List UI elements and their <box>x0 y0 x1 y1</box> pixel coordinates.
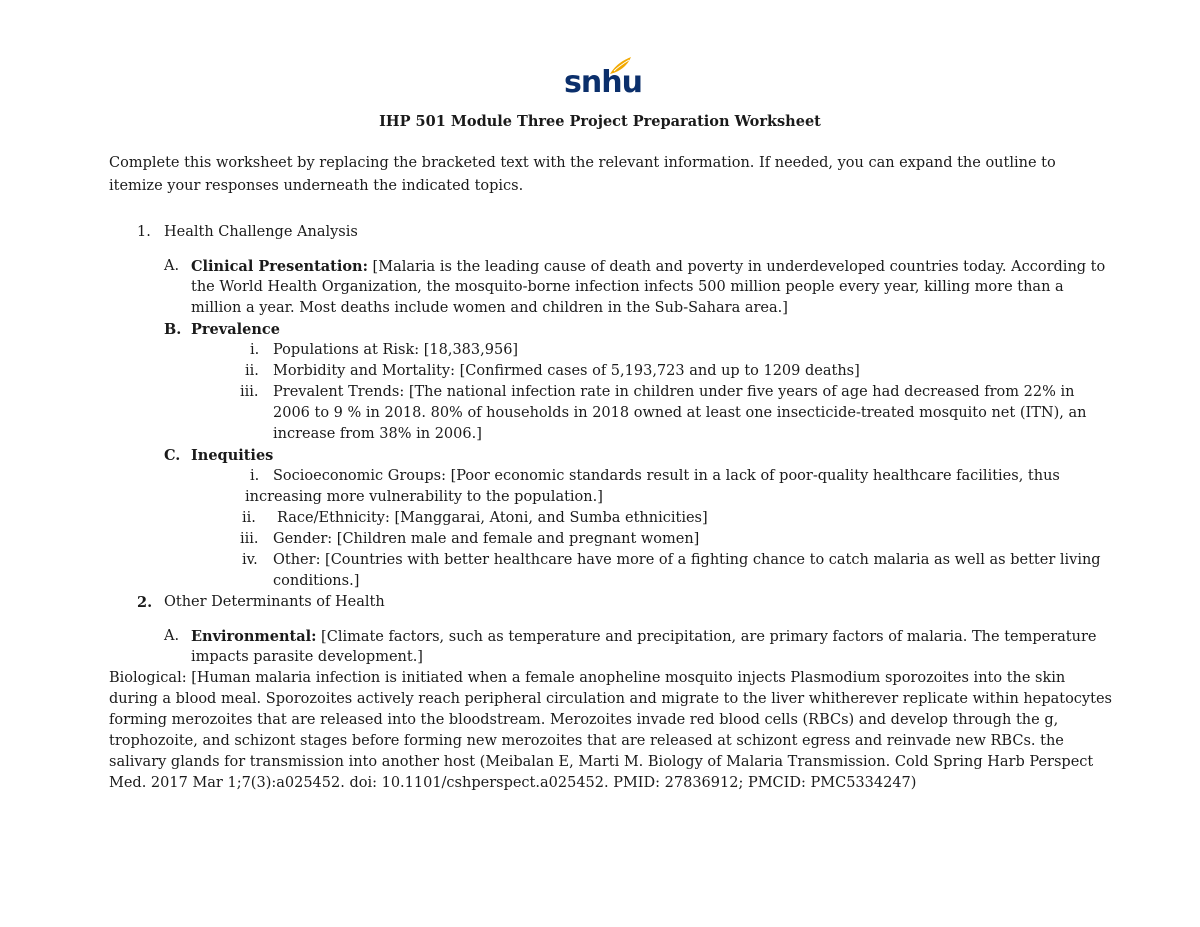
other-line-1: Other: [Countries with better healthcare have more of a fighting chance to catch malaria as well as better living <box>273 552 1101 568</box>
logo-wordmark: snhu <box>564 65 642 100</box>
socioeconomic-line-1: Socioeconomic Groups: [Poor economic standards result in a lack of poor-quality healthcare facilities, thus <box>273 468 1060 484</box>
populations-at-risk: Populations at Risk: [18,383,956] <box>273 342 519 358</box>
intro-line-1: Complete this worksheet by replacing the bracketed text with the relevant information. If needed, you can expand the outline to <box>109 155 1056 171</box>
intro-line-2: itemize your responses underneath the indicated topics. <box>109 178 524 194</box>
section-1-number: 1. <box>137 224 151 240</box>
other-line-2: conditions.] <box>273 573 360 589</box>
socioeconomic-line-2: increasing more vulnerability to the population.] <box>245 489 603 505</box>
page-title: IHP 501 Module Three Project Preparation Worksheet <box>379 113 821 130</box>
prevalence-i-marker: i. <box>250 342 260 358</box>
snhu-logo <box>564 56 642 102</box>
prevalence-iii-marker: iii. <box>240 384 259 400</box>
clinical-presentation-line-3: million a year. Most deaths include women and children in the Sub-Sahara area.] <box>191 300 788 316</box>
inequities-i-marker: i. <box>250 468 260 484</box>
biological-line-1: Biological: [Human malaria infection is initiated when a female anopheline mosquito injects Plasmodium sporozoites into the skin <box>109 670 1066 686</box>
prevalent-trends-line-2: 2006 to 9 % in 2018. 80% of households in 2018 owned at least one insecticide-treated mosquito net (ITN), an <box>273 405 1087 421</box>
section-2-label: Other Determinants of Health <box>164 594 385 610</box>
inequities-ii-marker: ii. <box>242 510 256 526</box>
environmental-line-2: impacts parasite development.] <box>191 649 423 665</box>
biological-line-2: during a blood meal. Sporozoites actively reach peripheral circulation and migrate to the liver whitherever replicate within hepatocytes <box>109 691 1112 707</box>
race-ethnicity: Race/Ethnicity: [Manggarai, Atoni, and Sumba ethnicities] <box>277 510 708 526</box>
gender: Gender: [Children male and female and pregnant women] <box>273 531 700 547</box>
environmental-text: [Climate factors, such as temperature and precipitation, are primary factors of malaria. The temperature <box>316 629 1097 645</box>
prevalence-heading: Prevalence <box>191 321 280 338</box>
prevalence-ii-marker: ii. <box>245 363 259 379</box>
inequities-iv-marker: iv. <box>242 552 258 568</box>
biological-line-3: forming merozoites that are released into the bloodstream. Merozoites invade red blood cells (RBCs) and develop through the g, <box>109 712 1059 728</box>
prevalent-trends-line-3: increase from 38% in 2006.] <box>273 426 482 442</box>
item-c-marker: C. <box>164 447 181 464</box>
item-a-marker: A. <box>164 258 180 274</box>
inequities-iii-marker: iii. <box>240 531 259 547</box>
biological-line-6: Med. 2017 Mar 1;7(3):a025452. doi: 10.1101/cshperspect.a025452. PMID: 27836912; PMCID: PMC5334247) <box>109 775 917 791</box>
section-2-item-a-marker: A. <box>164 628 180 644</box>
prevalent-trends-line-1: Prevalent Trends: [The national infection rate in children under five years of age had decreased from 22% in <box>273 384 1075 400</box>
section-1-label: Health Challenge Analysis <box>164 224 358 240</box>
clinical-presentation-line-1 <box>191 256 1105 278</box>
biological-line-5: salivary glands for transmission into another host (Meibalan E, Marti M. Biology of Malaria Transmission. Cold Spring Harb Perspect <box>109 754 1094 770</box>
environmental-line-1 <box>191 626 1096 648</box>
biological-line-4: trophozoite, and schizont stages before forming new merozoites that are released at schizont egress and reinvade new RBCs. the <box>109 733 1064 749</box>
clinical-presentation-heading: Clinical Presentation: <box>191 258 368 275</box>
clinical-presentation-text: [Malaria is the leading cause of death and poverty in underdeveloped countries today. According to <box>367 259 1106 275</box>
item-b-marker: B. <box>164 321 182 338</box>
clinical-presentation-line-2: the World Health Organization, the mosquito-borne infection infects 500 million people every year, killing more than a <box>191 279 1064 295</box>
morbidity-and-mortality: Morbidity and Mortality: [Confirmed cases of 5,193,723 and up to 1209 deaths] <box>273 363 860 379</box>
inequities-heading: Inequities <box>191 447 274 464</box>
section-2-number: 2. <box>137 594 153 611</box>
environmental-heading: Environmental: <box>191 628 317 645</box>
